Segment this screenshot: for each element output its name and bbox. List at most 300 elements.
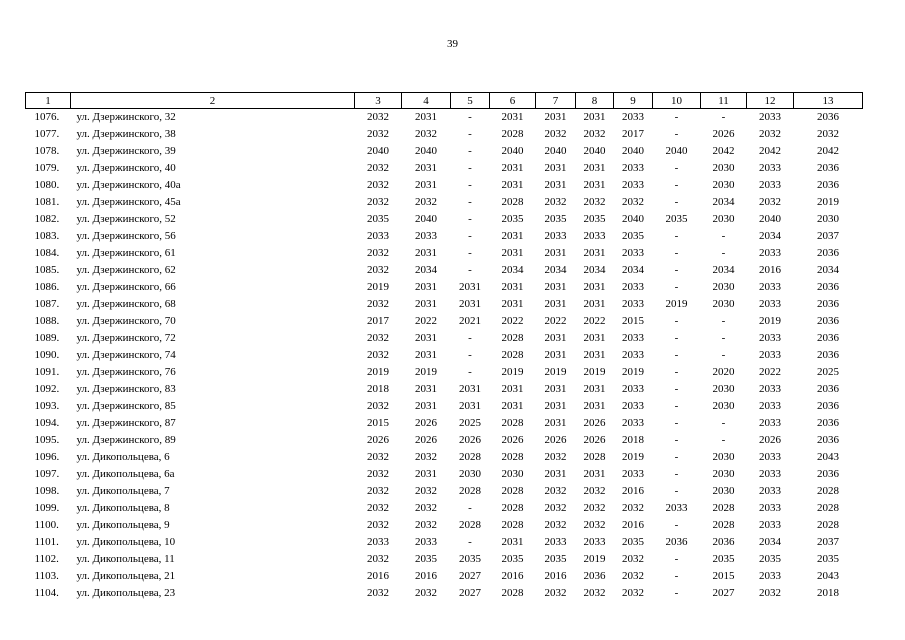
year-cell: 2032 <box>622 587 644 599</box>
column-header: 5 <box>451 93 490 109</box>
year-cell: 2028 <box>459 519 481 531</box>
year-cell: 2033 <box>367 536 389 548</box>
year-cell: 2018 <box>622 434 644 446</box>
year-cell: 2032 <box>415 587 437 599</box>
column-header: 12 <box>747 93 794 109</box>
year-cell: 2032 <box>367 179 389 191</box>
year-cell: 2022 <box>583 315 606 327</box>
year-cell: 2033 <box>622 417 644 429</box>
table-row <box>26 245 863 262</box>
year-cell: 2032 <box>415 485 437 497</box>
year-cell: 2033 <box>759 281 781 293</box>
year-cell: 2036 <box>712 536 735 548</box>
year-cell: 2022 <box>759 366 781 378</box>
year-cell: 2036 <box>817 281 839 293</box>
year-cell: 2042 <box>759 145 781 157</box>
year-cell: 2033 <box>759 298 781 310</box>
year-cell: 2033 <box>759 162 781 174</box>
year-cell: - <box>468 162 472 174</box>
year-cell: 2031 <box>583 162 606 174</box>
year-cell: 2032 <box>544 196 567 208</box>
year-cell: 2035 <box>544 213 567 225</box>
year-cell: 2031 <box>544 247 567 259</box>
year-cell: 2036 <box>817 468 839 480</box>
address-cell: ул. Дикопольцева, 6 <box>76 451 170 463</box>
year-cell: 2031 <box>501 281 524 293</box>
year-cell: 2019 <box>415 366 437 378</box>
row-number-cell: 1090. <box>34 349 60 361</box>
year-cell: 2017 <box>622 128 644 140</box>
row-number-cell: 1089. <box>34 332 60 344</box>
year-cell: 2033 <box>759 349 781 361</box>
year-cell: 2033 <box>544 536 567 548</box>
year-cell: 2019 <box>501 366 524 378</box>
year-cell: - <box>468 145 472 157</box>
year-cell: 2031 <box>459 400 481 412</box>
address-cell: ул. Дикопольцева, 6а <box>76 468 175 480</box>
year-cell: 2028 <box>501 451 524 463</box>
year-cell: 2032 <box>583 485 606 497</box>
year-cell: - <box>674 264 679 276</box>
year-cell: 2031 <box>415 247 437 259</box>
table-row <box>26 551 863 568</box>
year-cell: 2021 <box>459 315 481 327</box>
year-cell: - <box>674 434 679 446</box>
year-cell: - <box>721 434 726 446</box>
year-cell: - <box>674 162 679 174</box>
year-cell: 2026 <box>583 417 606 429</box>
year-cell: 2028 <box>817 519 839 531</box>
year-cell: 2042 <box>712 145 735 157</box>
row-number-cell: 1094. <box>34 417 60 429</box>
row-number-cell: 1092. <box>34 383 60 395</box>
table-row <box>26 160 863 177</box>
year-cell: 2031 <box>459 281 481 293</box>
year-cell: 2042 <box>817 145 839 157</box>
year-cell: 2032 <box>544 485 567 497</box>
year-cell: 2040 <box>622 213 644 225</box>
year-cell: 2030 <box>712 281 735 293</box>
year-cell: 2031 <box>415 383 437 395</box>
table-row <box>26 483 863 500</box>
year-cell: - <box>721 332 726 344</box>
year-cell: 2032 <box>544 451 567 463</box>
address-cell: ул. Дзержинского, 83 <box>76 383 176 395</box>
row-number-cell: 1098. <box>34 485 60 497</box>
year-cell: 2032 <box>415 451 437 463</box>
year-cell: 2032 <box>367 128 389 140</box>
table-row <box>26 432 863 449</box>
year-cell: 2032 <box>583 502 606 514</box>
year-cell: 2031 <box>459 383 481 395</box>
row-number-cell: 1077. <box>34 128 60 140</box>
year-cell: 2033 <box>415 536 437 548</box>
address-cell: ул. Дзержинского, 68 <box>76 298 176 310</box>
year-cell: 2033 <box>622 400 644 412</box>
year-cell: 2031 <box>544 417 567 429</box>
year-cell: 2032 <box>367 196 389 208</box>
year-cell: 2031 <box>501 400 524 412</box>
year-cell: 2034 <box>415 264 437 276</box>
year-cell: - <box>468 179 472 191</box>
year-cell: 2015 <box>712 570 735 582</box>
year-cell: 2026 <box>583 434 606 446</box>
year-cell: 2026 <box>459 434 481 446</box>
year-cell: - <box>674 332 679 344</box>
table-row <box>26 194 863 211</box>
address-cell: ул. Дикопольцева, 21 <box>76 570 176 582</box>
year-cell: 2031 <box>583 281 606 293</box>
table-row <box>26 109 863 127</box>
row-number-cell: 1097. <box>34 468 60 480</box>
year-cell: 2037 <box>817 536 839 548</box>
year-cell: 2033 <box>622 349 644 361</box>
year-cell: 2033 <box>622 332 644 344</box>
row-number-cell: 1083. <box>34 230 60 242</box>
year-cell: 2035 <box>415 553 437 565</box>
column-header: 6 <box>490 93 536 109</box>
year-cell: 2028 <box>501 587 524 599</box>
year-cell: 2030 <box>712 468 735 480</box>
year-cell: 2040 <box>501 145 524 157</box>
year-cell: 2032 <box>544 502 567 514</box>
year-cell: 2019 <box>544 366 567 378</box>
year-cell: - <box>674 111 679 123</box>
year-cell: 2031 <box>415 400 437 412</box>
year-cell: 2031 <box>459 298 481 310</box>
year-cell: 2036 <box>583 570 606 582</box>
year-cell: 2033 <box>583 230 606 242</box>
year-cell: 2016 <box>622 519 644 531</box>
address-cell: ул. Дзержинского, 40 <box>76 162 176 174</box>
year-cell: 2032 <box>367 468 389 480</box>
year-cell: 2031 <box>544 332 567 344</box>
row-number-cell: 1104. <box>34 587 59 599</box>
table-row <box>26 415 863 432</box>
address-cell: ул. Дзержинского, 56 <box>76 230 176 242</box>
year-cell: 2032 <box>415 196 437 208</box>
year-cell: 2019 <box>817 196 839 208</box>
year-cell: 2028 <box>501 519 524 531</box>
column-header: 4 <box>402 93 451 109</box>
row-number-cell: 1091. <box>34 366 60 378</box>
year-cell: - <box>674 281 679 293</box>
year-cell: 2031 <box>501 247 524 259</box>
year-cell: 2032 <box>544 519 567 531</box>
row-number-cell: 1093. <box>34 400 60 412</box>
year-cell: 2028 <box>501 128 524 140</box>
year-cell: 2026 <box>367 434 389 446</box>
year-cell: - <box>674 196 679 208</box>
year-cell: 2032 <box>622 553 644 565</box>
year-cell: 2032 <box>583 128 606 140</box>
year-cell: 2016 <box>544 570 567 582</box>
year-cell: 2037 <box>817 230 839 242</box>
year-cell: - <box>468 230 472 242</box>
year-cell: 2031 <box>583 349 606 361</box>
address-cell: ул. Дзержинского, 45а <box>76 196 181 208</box>
year-cell: 2031 <box>544 179 567 191</box>
year-cell: 2032 <box>415 128 437 140</box>
table-row <box>26 313 863 330</box>
table-row <box>26 126 863 143</box>
table-row <box>26 279 863 296</box>
year-cell: - <box>721 349 726 361</box>
year-cell: 2031 <box>501 383 524 395</box>
year-cell: 2028 <box>501 502 524 514</box>
year-cell: - <box>468 366 472 378</box>
table-row <box>26 364 863 381</box>
year-cell: - <box>468 196 472 208</box>
year-cell: 2028 <box>501 196 524 208</box>
year-cell: 2034 <box>501 264 524 276</box>
address-cell: ул. Дзержинского, 52 <box>76 213 176 225</box>
address-cell: ул. Дикопольцева, 11 <box>76 553 175 565</box>
year-cell: 2031 <box>415 281 437 293</box>
year-cell: 2032 <box>367 451 389 463</box>
year-cell: 2032 <box>367 349 389 361</box>
year-cell: 2032 <box>759 196 781 208</box>
year-cell: 2016 <box>622 485 644 497</box>
year-cell: 2030 <box>817 213 839 225</box>
year-cell: - <box>468 349 472 361</box>
year-cell: 2028 <box>583 451 606 463</box>
year-cell: 2032 <box>367 298 389 310</box>
year-cell: 2026 <box>415 417 437 429</box>
year-cell: 2033 <box>622 111 644 123</box>
row-number-cell: 1101. <box>34 536 59 548</box>
year-cell: 2035 <box>759 553 781 565</box>
year-cell: 2032 <box>367 247 389 259</box>
year-cell: - <box>674 128 679 140</box>
year-cell: 2033 <box>415 230 437 242</box>
address-cell: ул. Дзержинского, 40а <box>76 179 181 191</box>
year-cell: 2032 <box>367 587 389 599</box>
year-cell: 2033 <box>622 468 644 480</box>
year-cell: 2032 <box>544 128 567 140</box>
row-number-cell: 1079. <box>34 162 60 174</box>
table-body <box>26 109 863 603</box>
year-cell: 2035 <box>367 213 389 225</box>
year-cell: 2032 <box>367 162 389 174</box>
year-cell: 2027 <box>459 587 481 599</box>
year-cell: 2026 <box>501 434 524 446</box>
year-cell: 2032 <box>583 196 606 208</box>
row-number-cell: 1099. <box>34 502 60 514</box>
year-cell: 2040 <box>583 145 606 157</box>
year-cell: 2036 <box>817 400 839 412</box>
year-cell: 2035 <box>501 553 524 565</box>
year-cell: 2030 <box>712 298 735 310</box>
year-cell: 2032 <box>367 400 389 412</box>
row-number-cell: 1080. <box>34 179 60 191</box>
year-cell: 2027 <box>712 587 735 599</box>
year-cell: 2034 <box>622 264 644 276</box>
year-cell: 2035 <box>712 553 735 565</box>
year-cell: 2025 <box>459 417 481 429</box>
address-cell: ул. Дзержинского, 66 <box>76 281 176 293</box>
column-header: 10 <box>653 93 701 109</box>
year-cell: 2031 <box>544 281 567 293</box>
year-cell: 2025 <box>817 366 839 378</box>
column-header: 2 <box>71 93 355 109</box>
year-cell: 2028 <box>712 519 735 531</box>
year-cell: 2036 <box>817 247 839 259</box>
row-number-cell: 1082. <box>34 213 60 225</box>
year-cell: 2031 <box>415 468 437 480</box>
year-cell: 2043 <box>817 451 839 463</box>
year-cell: 2031 <box>583 383 606 395</box>
year-cell: 2040 <box>367 145 389 157</box>
year-cell: 2032 <box>583 519 606 531</box>
year-cell: 2035 <box>665 213 688 225</box>
year-cell: 2034 <box>544 264 567 276</box>
year-cell: 2026 <box>544 434 567 446</box>
year-cell: 2040 <box>622 145 644 157</box>
year-cell: 2030 <box>501 468 524 480</box>
year-cell: 2022 <box>415 315 437 327</box>
table-row <box>26 330 863 347</box>
column-header: 11 <box>701 93 747 109</box>
year-cell: 2036 <box>817 332 839 344</box>
year-cell: - <box>721 315 726 327</box>
year-cell: - <box>468 213 472 225</box>
table-row <box>26 466 863 483</box>
year-cell: 2033 <box>622 383 644 395</box>
year-cell: 2028 <box>817 502 839 514</box>
year-cell: 2032 <box>759 587 781 599</box>
year-cell: 2036 <box>817 162 839 174</box>
address-cell: ул. Дзержинского, 72 <box>76 332 176 344</box>
year-cell: 2036 <box>817 417 839 429</box>
year-cell: 2033 <box>367 230 389 242</box>
year-cell: 2031 <box>583 247 606 259</box>
year-cell: - <box>674 417 679 429</box>
year-cell: 2040 <box>415 213 437 225</box>
table-row <box>26 449 863 466</box>
year-cell: 2022 <box>544 315 567 327</box>
year-cell: 2019 <box>367 366 389 378</box>
year-cell: - <box>468 111 472 123</box>
year-cell: 2033 <box>622 281 644 293</box>
row-number-cell: 1081. <box>34 196 60 208</box>
year-cell: 2018 <box>817 587 839 599</box>
year-cell: 2033 <box>622 179 644 191</box>
year-cell: 2032 <box>544 587 567 599</box>
column-header: 1 <box>26 93 71 109</box>
table-row <box>26 534 863 551</box>
year-cell: 2036 <box>817 315 839 327</box>
row-number-cell: 1076. <box>34 111 60 123</box>
year-cell: 2019 <box>622 451 644 463</box>
row-number-cell: 1102. <box>34 553 59 565</box>
year-cell: 2034 <box>759 230 781 242</box>
year-cell: 2015 <box>367 417 389 429</box>
year-cell: 2028 <box>501 332 524 344</box>
year-cell: 2033 <box>759 519 781 531</box>
column-header: 3 <box>355 93 402 109</box>
year-cell: 2031 <box>415 111 437 123</box>
year-cell: 2019 <box>759 315 781 327</box>
year-cell: 2031 <box>501 162 524 174</box>
year-cell: 2016 <box>501 570 524 582</box>
year-cell: 2031 <box>544 383 567 395</box>
year-cell: 2036 <box>817 179 839 191</box>
address-cell: ул. Дзержинского, 87 <box>76 417 176 429</box>
year-cell: 2030 <box>712 213 735 225</box>
year-cell: 2028 <box>459 451 481 463</box>
address-cell: ул. Дзержинского, 62 <box>76 264 176 276</box>
table-row <box>26 177 863 194</box>
year-cell: 2019 <box>583 553 606 565</box>
row-number-cell: 1086. <box>34 281 60 293</box>
year-cell: 2032 <box>583 587 606 599</box>
year-cell: 2040 <box>759 213 781 225</box>
year-cell: - <box>674 230 679 242</box>
table-row <box>26 228 863 245</box>
year-cell: 2031 <box>415 179 437 191</box>
address-cell: ул. Дзержинского, 70 <box>76 315 176 327</box>
row-number-cell: 1078. <box>34 145 60 157</box>
year-cell: 2030 <box>712 451 735 463</box>
year-cell: 2032 <box>367 519 389 531</box>
year-cell: 2032 <box>817 128 839 140</box>
year-cell: - <box>674 366 679 378</box>
address-cell: ул. Дзержинского, 76 <box>76 366 176 378</box>
table-row <box>26 398 863 415</box>
year-cell: 2033 <box>759 247 781 259</box>
year-cell: 2035 <box>501 213 524 225</box>
year-cell: 2032 <box>367 485 389 497</box>
address-cell: ул. Дзержинского, 38 <box>76 128 176 140</box>
year-cell: 2031 <box>544 349 567 361</box>
year-cell: 2017 <box>367 315 389 327</box>
year-cell: 2028 <box>501 349 524 361</box>
year-cell: 2033 <box>759 468 781 480</box>
year-cell: 2031 <box>501 111 524 123</box>
year-cell: 2035 <box>583 213 606 225</box>
year-cell: 2031 <box>544 468 567 480</box>
address-cell: ул. Дикопольцева, 10 <box>76 536 176 548</box>
year-cell: 2032 <box>367 264 389 276</box>
table-row <box>26 262 863 279</box>
year-cell: - <box>468 128 472 140</box>
year-cell: 2031 <box>583 400 606 412</box>
year-cell: 2034 <box>583 264 606 276</box>
year-cell: 2035 <box>459 553 481 565</box>
year-cell: 2031 <box>583 468 606 480</box>
year-cell: 2033 <box>759 400 781 412</box>
page-number: 39 <box>447 38 458 50</box>
year-cell: 2028 <box>712 502 735 514</box>
year-cell: 2031 <box>501 230 524 242</box>
column-header: 8 <box>576 93 614 109</box>
year-cell: 2016 <box>367 570 389 582</box>
address-cell: ул. Дзержинского, 74 <box>76 349 176 361</box>
table-row <box>26 568 863 585</box>
year-cell: 2028 <box>817 485 839 497</box>
year-cell: 2032 <box>622 196 644 208</box>
year-cell: 2026 <box>759 434 781 446</box>
year-cell: 2035 <box>622 230 644 242</box>
row-number-cell: 1088. <box>34 315 60 327</box>
year-cell: 2027 <box>459 570 481 582</box>
year-cell: 2033 <box>759 332 781 344</box>
year-cell: 2031 <box>544 400 567 412</box>
table-row <box>26 500 863 517</box>
column-header: 9 <box>614 93 653 109</box>
year-cell: 2032 <box>759 128 781 140</box>
